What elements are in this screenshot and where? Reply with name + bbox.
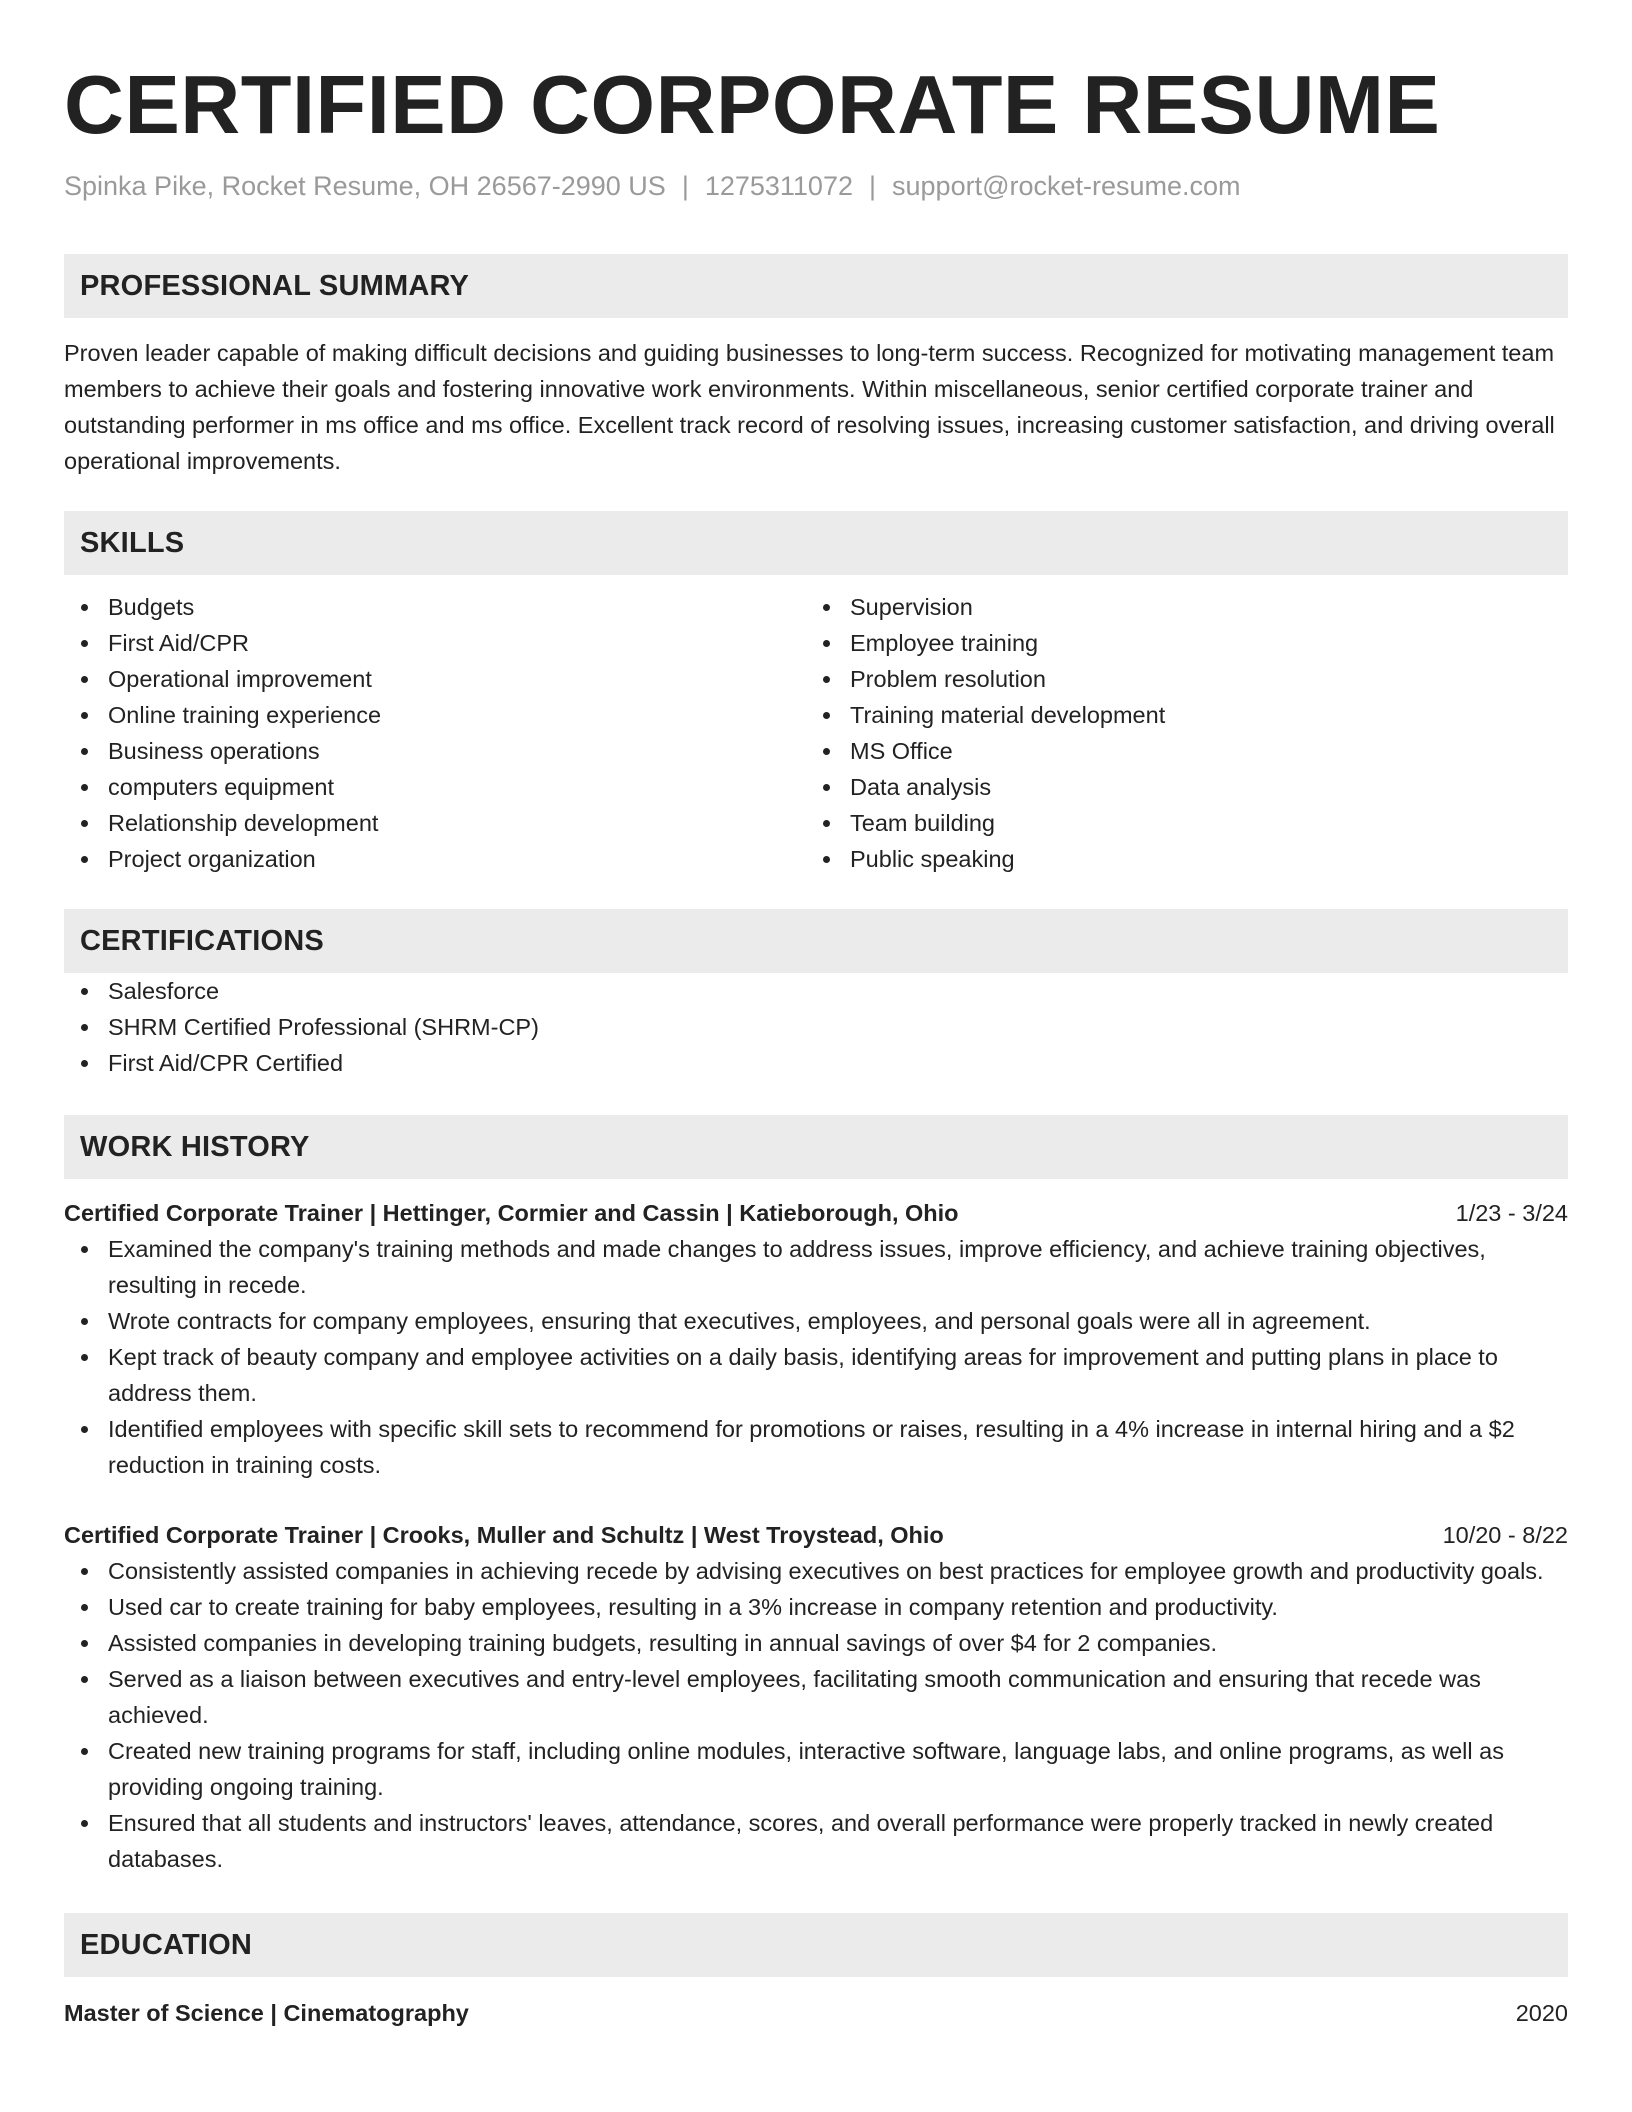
- skill-item: First Aid/CPR: [64, 625, 806, 661]
- contact-phone[interactable]: 1275311072: [704, 171, 853, 201]
- skill-item: Relationship development: [64, 805, 806, 841]
- job-bullets: [64, 1231, 1568, 1483]
- job-bullet: Wrote contracts for company employees, ensuring that executives, employees, and personal goals were all in agreement.: [64, 1303, 1568, 1339]
- skills-column-right: [806, 589, 1548, 877]
- education-entry: [64, 1995, 1568, 2031]
- summary-text: Proven leader capable of making difficult decisions and guiding businesses to long-term success. Recognized for motivating management team members to achieve their goals and fostering innovative work environments. Within miscellaneous, senior certified corporate trainer and outstanding performer in ms office and ms office. Excellent track record of resolving issues, increasing customer satisfaction, and driving overall operational improvements.: [64, 340, 1555, 474]
- skill-item: Budgets: [64, 589, 806, 625]
- job-title: Certified Corporate Trainer | Hettinger, Cormier and Cassin | Katieborough, Ohio: [64, 1200, 959, 1226]
- skill-item: Data analysis: [806, 769, 1548, 805]
- skill-item: Team building: [806, 805, 1548, 841]
- job-entry: [64, 1195, 1568, 1483]
- contact-address: Spinka Pike, Rocket Resume, OH 26567-2990 US: [64, 171, 666, 201]
- job-bullet: Served as a liaison between executives and entry-level employees, facilitating smooth communication and ensuring that recede was achieved.: [64, 1661, 1568, 1733]
- certification-item: First Aid/CPR Certified: [64, 1045, 1568, 1081]
- job-header: [64, 1195, 1568, 1231]
- job-dates: 10/20 - 8/22: [1442, 1522, 1568, 1548]
- job-title: Certified Corporate Trainer | Crooks, Muller and Schultz | West Troystead, Ohio: [64, 1522, 944, 1548]
- contact-separator: |: [869, 171, 877, 201]
- skills-list-right: [806, 589, 1548, 877]
- resume-page: [64, 56, 1568, 2031]
- job-entry: [64, 1517, 1568, 1877]
- skill-item: Project organization: [64, 841, 806, 877]
- contact-line: [64, 168, 1568, 204]
- contact-email[interactable]: support@rocket-resume.com: [892, 171, 1241, 201]
- job-header: [64, 1517, 1568, 1553]
- education-degree: Master of Science | Cinematography: [64, 2000, 469, 2026]
- job-bullet: Ensured that all students and instructors' leaves, attendance, scores, and overall performance were properly tracked in newly created databases.: [64, 1805, 1568, 1877]
- job-bullet: Identified employees with specific skill sets to recommend for promotions or raises, resulting in a 4% increase in internal hiring and a $2 reduction in training costs.: [64, 1411, 1568, 1483]
- certification-item: Salesforce: [64, 973, 1568, 1009]
- section-header-summary: PROFESSIONAL SUMMARY: [64, 254, 1568, 318]
- skill-item: Public speaking: [806, 841, 1548, 877]
- job-bullet: Created new training programs for staff, including online modules, interactive software, language labs, and online programs, as well as providing ongoing training.: [64, 1733, 1568, 1805]
- skill-item: Employee training: [806, 625, 1548, 661]
- certifications-list: [64, 973, 1568, 1081]
- skill-item: Supervision: [806, 589, 1548, 625]
- section-header-education: EDUCATION: [64, 1913, 1568, 1977]
- job-bullet: Assisted companies in developing training budgets, resulting in annual savings of over $4 for 2 companies.: [64, 1625, 1568, 1661]
- skill-item: computers equipment: [64, 769, 806, 805]
- skill-item: Problem resolution: [806, 661, 1548, 697]
- certification-item: SHRM Certified Professional (SHRM-CP): [64, 1009, 1568, 1045]
- skills-grid: [64, 589, 1568, 877]
- section-header-skills: SKILLS: [64, 511, 1568, 575]
- skills-column-left: [64, 589, 806, 877]
- job-bullets: [64, 1553, 1568, 1877]
- resume-title: CERTIFIED CORPORATE RESUME: [64, 58, 1441, 151]
- education-year: 2020: [1515, 2000, 1568, 2026]
- section-header-certifications: CERTIFICATIONS: [64, 909, 1568, 973]
- skill-item: Online training experience: [64, 697, 806, 733]
- job-bullet: Kept track of beauty company and employee activities on a daily basis, identifying areas for improvement and putting plans in place to address them.: [64, 1339, 1568, 1411]
- skills-list-left: [64, 589, 806, 877]
- skill-item: MS Office: [806, 733, 1548, 769]
- job-bullet: Examined the company's training methods and made changes to address issues, improve efficiency, and achieve training objectives, resulting in recede.: [64, 1231, 1568, 1303]
- skill-item: Operational improvement: [64, 661, 806, 697]
- skill-item: Training material development: [806, 697, 1548, 733]
- job-bullet: Consistently assisted companies in achieving recede by advising executives on best practices for employee growth and productivity goals.: [64, 1553, 1568, 1589]
- job-dates: 1/23 - 3/24: [1455, 1200, 1568, 1226]
- skill-item: Business operations: [64, 733, 806, 769]
- job-bullet: Used car to create training for baby employees, resulting in a 3% increase in company retention and productivity.: [64, 1589, 1568, 1625]
- section-header-work-history: WORK HISTORY: [64, 1115, 1568, 1179]
- contact-separator: |: [681, 171, 689, 201]
